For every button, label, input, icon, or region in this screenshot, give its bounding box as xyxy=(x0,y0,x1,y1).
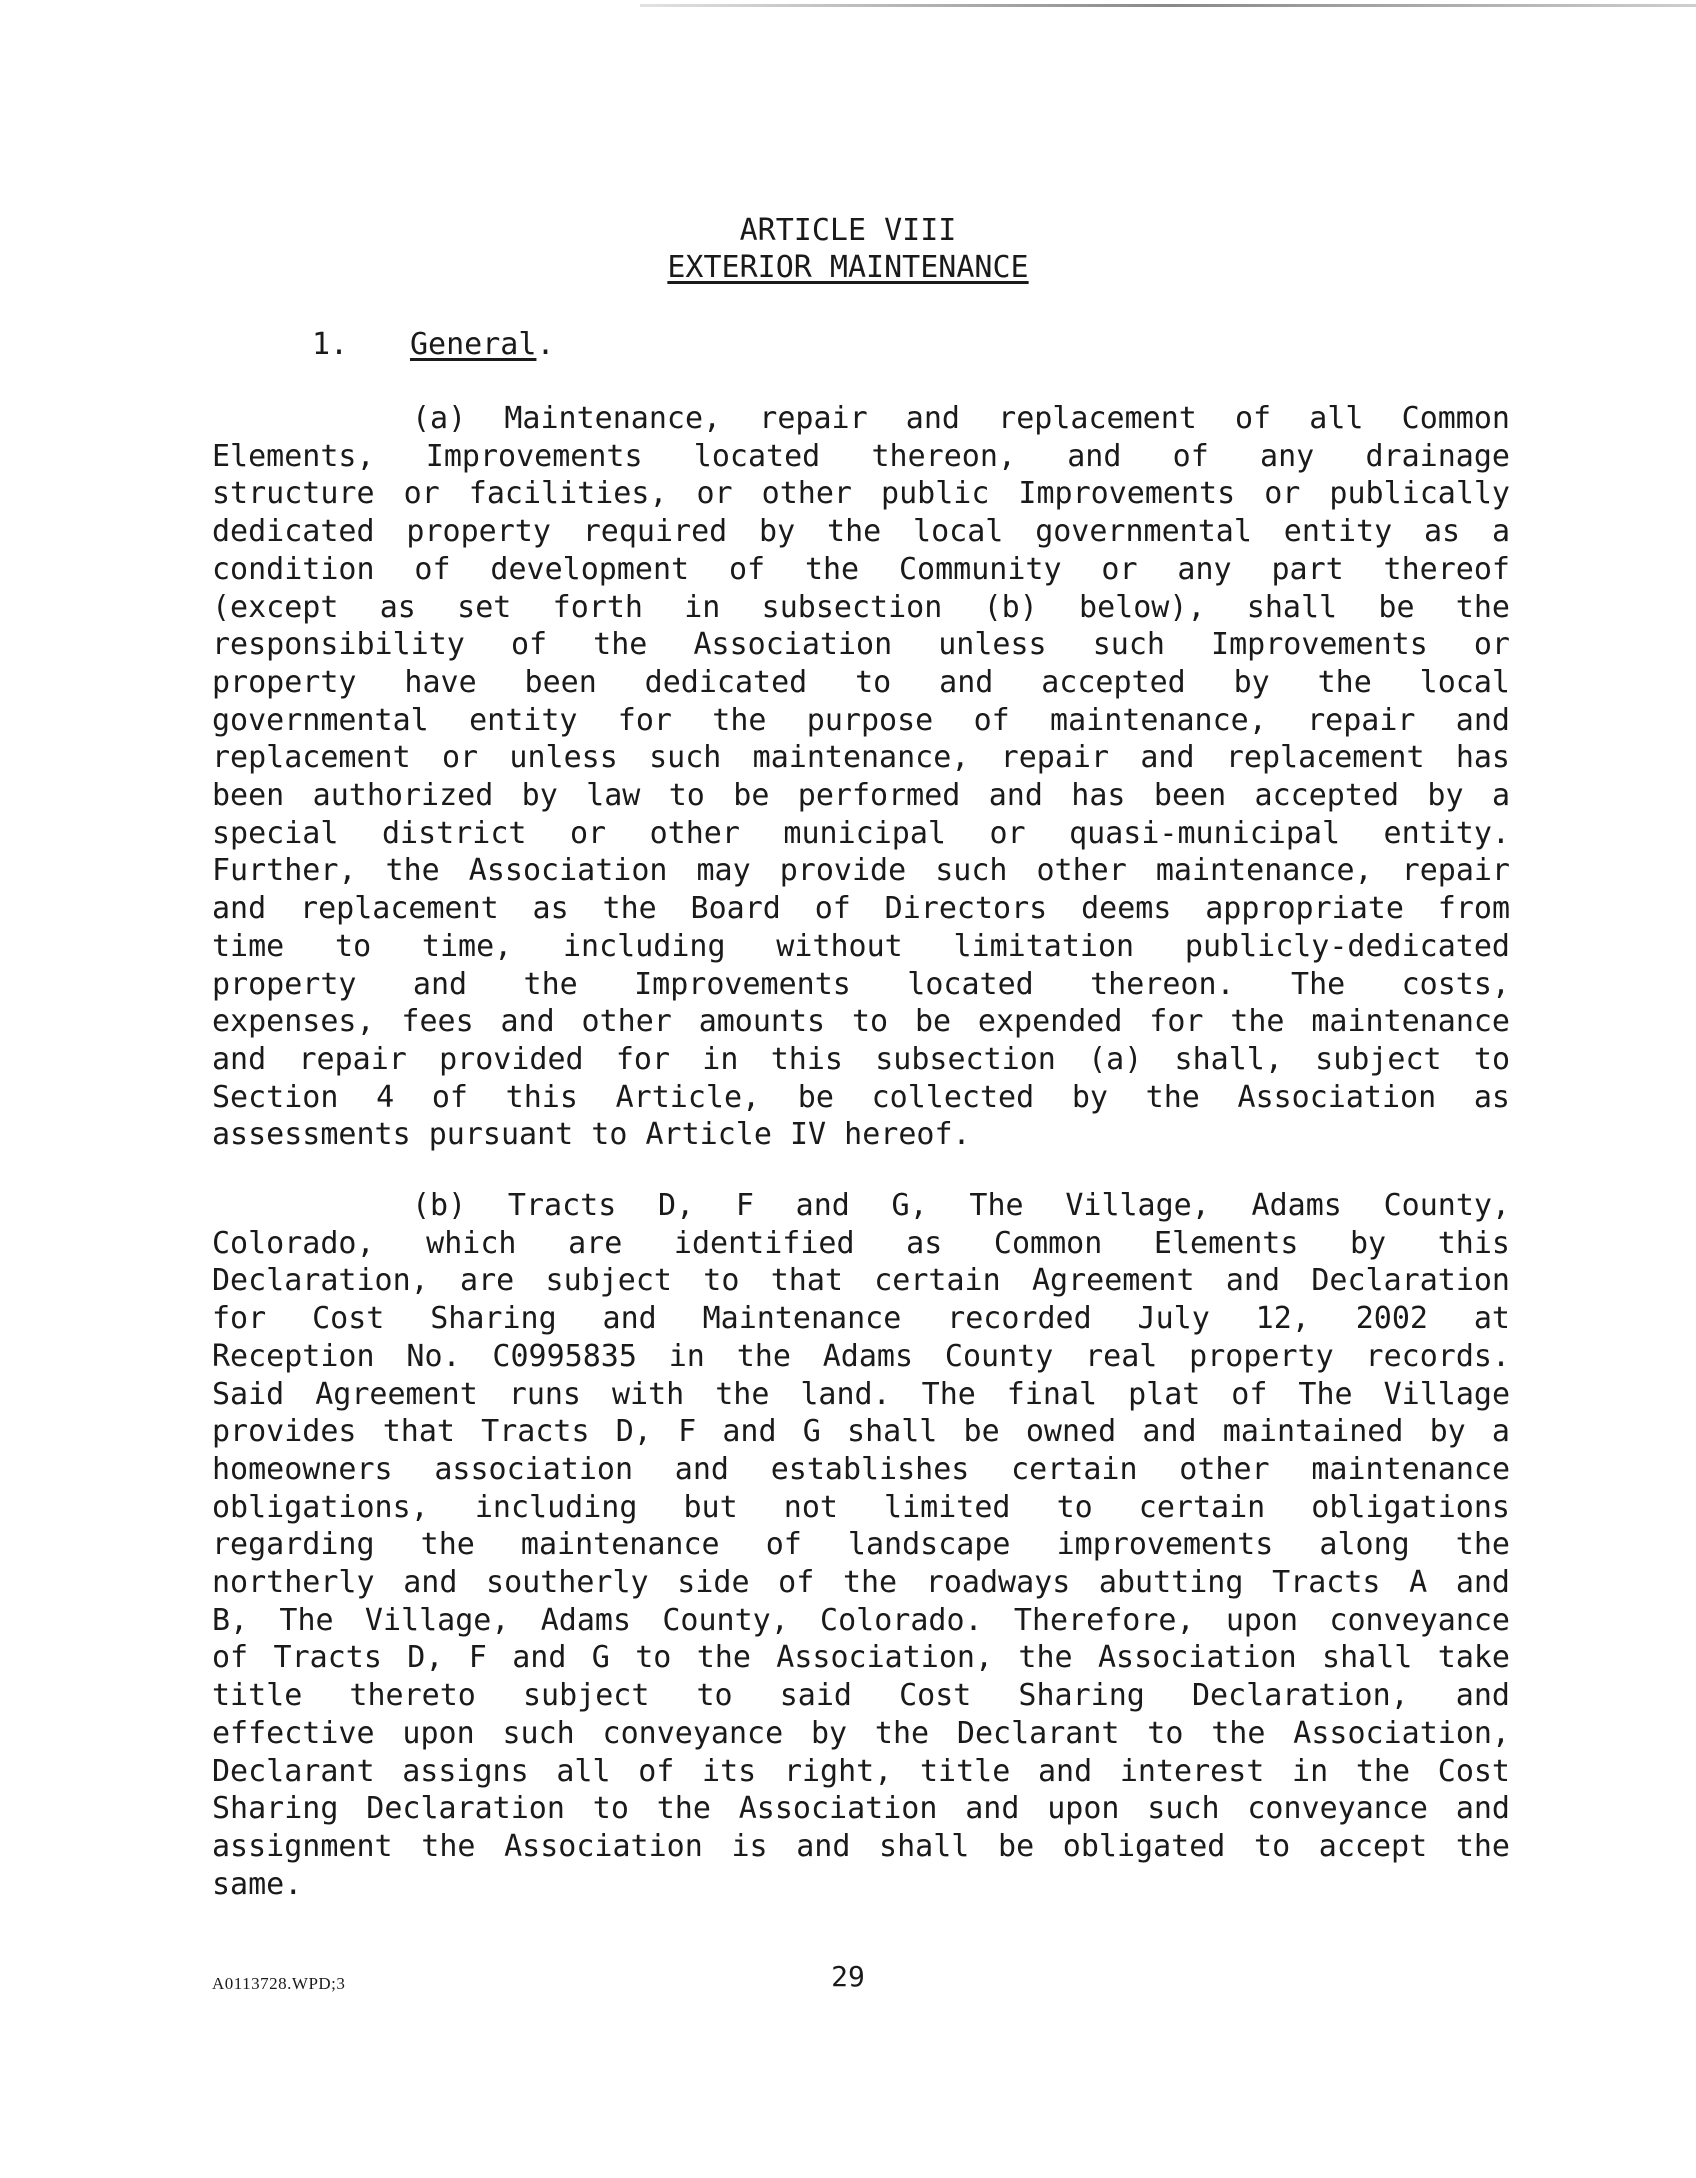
paragraph-a-line: property and the Improvements located thereon. The costs, xyxy=(212,966,1510,1002)
paragraph-b-line: provides that Tracts D, F and G shall be owned and maintained by a xyxy=(212,1414,1510,1450)
paragraph-b-line: obligations, including but not limited to certain obligations xyxy=(212,1489,1510,1525)
paragraph-a-line: been authorized by law to be performed and has been accepted by a xyxy=(212,778,1510,814)
paragraph-a-line: condition of development of the Community or any part thereof xyxy=(212,551,1510,587)
paragraph-b-line: Sharing Declaration to the Association and upon such conveyance and xyxy=(212,1791,1510,1827)
paragraph-b-line: homeowners association and establishes certain other maintenance xyxy=(212,1451,1510,1487)
paragraph-a-line: Further, the Association may provide such other maintenance, repair xyxy=(212,853,1510,889)
paragraph-b-line: effective upon such conveyance by the Declarant to the Association, xyxy=(212,1715,1510,1751)
paragraph-b-line: northerly and southerly side of the roadways abutting Tracts A and xyxy=(212,1565,1510,1601)
page-number: 29 xyxy=(831,1960,865,1993)
scan-artifact-line xyxy=(640,4,1696,7)
paragraph-b-line: Declarant assigns all of its right, title and interest in the Cost xyxy=(212,1753,1510,1789)
article-number: ARTICLE VIII xyxy=(739,213,957,248)
paragraph-a-line: expenses, fees and other amounts to be expended for the maintenance xyxy=(212,1004,1510,1040)
paragraph-b-line: B, The Village, Adams County, Colorado. Therefore, upon conveyance xyxy=(212,1602,1510,1638)
document-id: A0113728.WPD;3 xyxy=(212,1974,346,1993)
paragraph-a-line: governmental entity for the purpose of maintenance, repair and xyxy=(212,702,1510,738)
paragraph-b-line: for Cost Sharing and Maintenance recorded July 12, 2002 at xyxy=(212,1301,1510,1337)
paragraph-a-line: Elements, Improvements located thereon, and of any drainage xyxy=(212,438,1510,474)
paragraph-b-line: regarding the maintenance of landscape improvements along the xyxy=(212,1527,1510,1563)
section-number: 1. xyxy=(312,327,349,362)
paragraph-a xyxy=(212,400,1510,1154)
paragraph-a-line: assessments pursuant to Article IV hereof. xyxy=(212,1117,971,1153)
paragraph-b-line: (b) Tracts D, F and G, The Village, Adams County, xyxy=(412,1188,1510,1223)
paragraph-a-line: Section 4 of this Article, be collected by the Association as xyxy=(212,1079,1510,1115)
paragraph-a-line: replacement or unless such maintenance, repair and replacement has xyxy=(212,740,1510,776)
paragraph-b-line: Colorado, which are identified as Common Elements by this xyxy=(212,1225,1510,1261)
paragraph-b-line: of Tracts D, F and G to the Association, the Association shall take xyxy=(212,1640,1510,1676)
section-title-period: . xyxy=(536,327,555,362)
paragraph-b-line: Said Agreement runs with the land. The final plat of The Village xyxy=(212,1376,1510,1412)
paragraph-a-line: and replacement as the Board of Directors deems appropriate from xyxy=(212,891,1510,927)
paragraph-a-line: structure or facilities, or other public Improvements or publically xyxy=(212,476,1510,512)
article-heading xyxy=(0,212,1696,286)
paragraph-b-line: title thereto subject to said Cost Sharing Declaration, and xyxy=(212,1678,1510,1714)
paragraph-b-line: assignment the Association is and shall be obligated to accept the xyxy=(212,1828,1510,1864)
section-heading xyxy=(312,326,555,363)
paragraph-b-line: Declaration, are subject to that certain Agreement and Declaration xyxy=(212,1263,1510,1299)
article-title: EXTERIOR MAINTENANCE xyxy=(667,250,1029,285)
paragraph-b xyxy=(212,1187,1510,1903)
paragraph-b-line: same. xyxy=(212,1866,303,1902)
paragraph-a-line: (except as set forth in subsection (b) below), shall be the xyxy=(212,589,1510,625)
paragraph-a-line: time to time, including without limitation publicly-dedicated xyxy=(212,928,1510,964)
section-title: General xyxy=(410,327,537,362)
paragraph-b-line: Reception No. C0995835 in the Adams County real property records. xyxy=(212,1338,1510,1374)
paragraph-a-line: responsibility of the Association unless such Improvements or xyxy=(212,627,1510,663)
paragraph-a-line: special district or other municipal or quasi-municipal entity. xyxy=(212,815,1510,851)
paragraph-a-line: property have been dedicated to and accepted by the local xyxy=(212,664,1510,700)
paragraph-a-line: and repair provided for in this subsection (a) shall, subject to xyxy=(212,1041,1510,1077)
paragraph-a-line: dedicated property required by the local governmental entity as a xyxy=(212,514,1510,550)
paragraph-a-line: (a) Maintenance, repair and replacement of all Common xyxy=(412,401,1510,436)
